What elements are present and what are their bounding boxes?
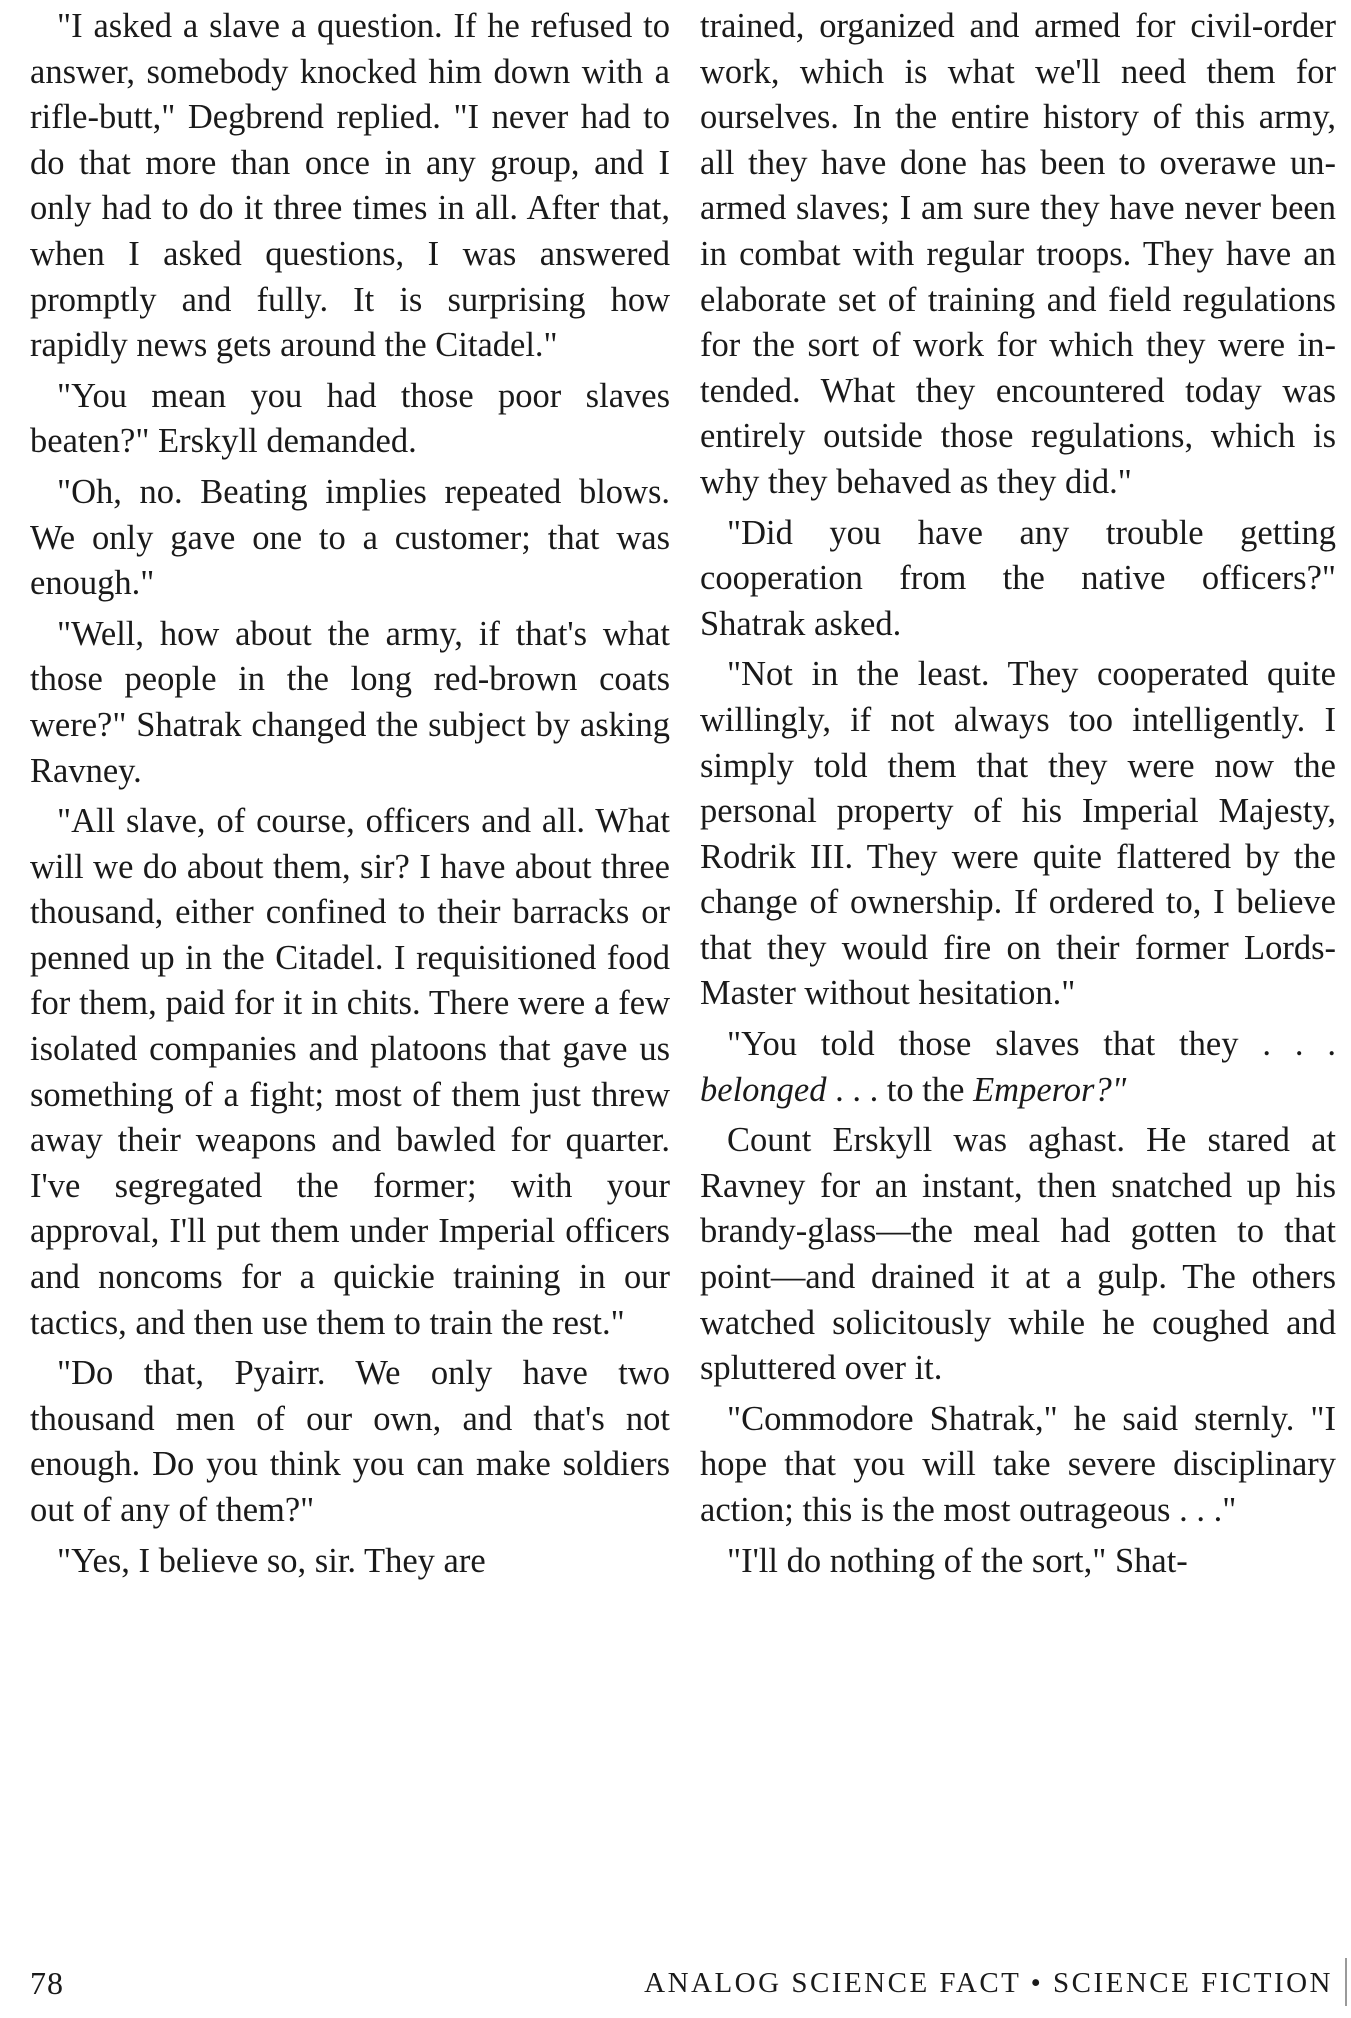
paragraph: "Well, how about the army, if that's what those people in the long red-brown coats were?" Shatrak changed the subject by asking Ravney.	[30, 614, 670, 790]
paragraph-with-emphasis	[700, 1022, 1336, 1113]
paragraph: "Did you have any trouble getting cooperation from the native officers?" Shatrak asked.	[700, 513, 1336, 643]
right-column	[700, 4, 1336, 1589]
emphasis: Emperor?"	[973, 1070, 1127, 1109]
paragraph: Count Erskyll was aghast. He stared at Ravney for an instant, then snatched up his brandy-glass—the meal had gotten to that point—and drained it at a gulp. The others watched solicitously while he coughed and spluttered over it.	[700, 1121, 1336, 1388]
page-footer	[0, 1960, 1351, 2006]
paragraph: "Not in the least. They cooperated quite willingly, if not always too intelligently. I simply told them that they were now the personal property of his Imperial Majesty, Rodrik III. They were quite flattered by the change of ownership. If ordered to, I believe that they would fire on their former Lords-Master without hesitation."	[700, 655, 1336, 1013]
paragraph: "I asked a slave a question. If he refused to answer, somebody knocked him down with a rifle-butt," Degbrend replied. "I never had to do that more than once in any group, and I only had to do it three times in all. After that, when I asked questions, I was answered promptly and fully. It is surprising how rapidly news gets around the Citadel."	[30, 7, 670, 365]
paragraph: "Yes, I believe so, sir. They are	[57, 1541, 486, 1580]
paragraph: "Do that, Pyairr. We only have two thousand men of our own, and that's not enough. Do you think you can make soldiers out of any of them?"	[30, 1354, 670, 1529]
scan-edge-rule	[1345, 1958, 1347, 2006]
paragraph: "All slave, of course, officers and all. What will we do about them, sir? I have about three thousand, either confined to their barracks or penned up in the Citadel. I requisitioned food for them, paid for it in chits. There were a few isolated companies and platoons that gave us something of a fight; most of them just threw away their weapons and bawled for quarter. I've segregated the former; with your approval, I'll put them under Imperial officers and noncoms for a quickie training in our tactics, and then use them to train the rest."	[30, 802, 670, 1342]
page-number: 78	[30, 1965, 64, 2001]
text-run: . . . to the	[826, 1070, 974, 1109]
paragraph-continuation: trained, organized and armed for civil-order work, which is what we'll need them for ourselves. In the entire history of this army, all they have done has been to overawe unarmed slaves; I am sure they have never been in combat with regular troops. They have an elaborate set of training and field regulations for the sort of work for which they were intended. What they encountered today was entirely outside those regulations, which is why they behaved as they did."	[700, 7, 1336, 501]
emphasis: belonged	[700, 1070, 827, 1109]
left-column	[30, 4, 670, 1589]
text-run: "You told those slaves that they . . .	[727, 1025, 1336, 1064]
running-title: ANALOG SCIENCE FACT • SCIENCE FICTION	[644, 1967, 1333, 1999]
paragraph: "Oh, no. Beating implies repeated blows. We only gave one to a customer; that was enough."	[30, 472, 670, 603]
paragraph: "Commodore Shatrak," he said sternly. "I hope that you will take severe disciplinary action; this is the most outrageous . . ."	[700, 1399, 1336, 1529]
paragraph: "I'll do nothing of the sort," Shat-	[727, 1541, 1188, 1580]
paragraph: "You mean you had those poor slaves beaten?" Erskyll demanded.	[30, 376, 670, 461]
